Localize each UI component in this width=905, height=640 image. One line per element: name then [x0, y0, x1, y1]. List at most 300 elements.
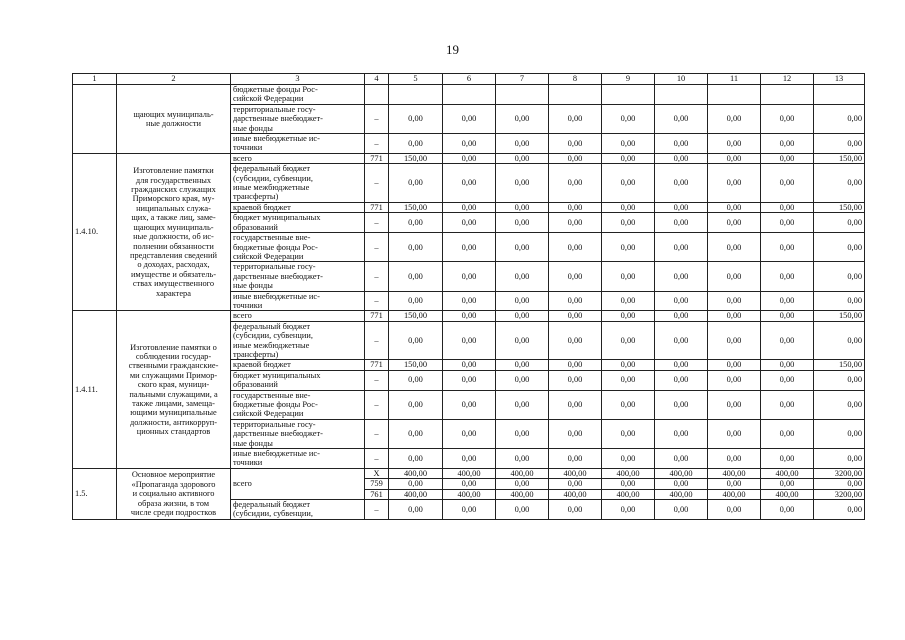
value-cell [602, 85, 655, 105]
budget-code: – [365, 291, 389, 311]
value-cell: 0,00 [708, 202, 761, 212]
text-line: всего [233, 311, 252, 321]
text-line: также лицами, замеща- [132, 399, 215, 408]
text-line: числе среди подростков [130, 507, 217, 517]
value-cell: 0,00 [814, 321, 865, 360]
value-cell: 0,00 [389, 262, 443, 291]
budget-code: – [365, 262, 389, 291]
value-cell: 0,00 [814, 213, 865, 233]
value-cell: 0,00 [655, 321, 708, 360]
value-cell: 0,00 [761, 449, 814, 469]
value-cell: 0,00 [708, 360, 761, 370]
value-cell: 0,00 [549, 153, 602, 163]
value-cell: 0,00 [389, 213, 443, 233]
value-cell: 150,00 [389, 153, 443, 163]
value-cell: 0,00 [389, 479, 443, 489]
value-cell: 0,00 [549, 360, 602, 370]
value-cell: 0,00 [761, 390, 814, 419]
value-cell: 150,00 [814, 202, 865, 212]
funding-source [231, 202, 365, 212]
text-line: образований [233, 222, 278, 232]
value-cell: 0,00 [602, 164, 655, 203]
value-cell: 0,00 [708, 390, 761, 419]
value-cell: 150,00 [814, 153, 865, 163]
text-line: иные межбюджетные [233, 340, 310, 350]
value-cell: 0,00 [496, 370, 549, 390]
text-line: ми служащими Примор- [129, 370, 218, 380]
value-cell: 0,00 [761, 370, 814, 390]
column-number: 12 [761, 74, 814, 85]
value-cell: 0,00 [814, 134, 865, 154]
value-cell: 0,00 [761, 213, 814, 233]
text-line: для государственных [135, 175, 212, 185]
text-line: характера [156, 288, 191, 298]
value-cell: 0,00 [549, 321, 602, 360]
value-cell: 0,00 [708, 321, 761, 360]
measure-id: 1.4.11. [73, 311, 117, 469]
text-line: ского края, муници- [137, 380, 210, 390]
measure-description [117, 311, 231, 469]
value-cell: 0,00 [814, 370, 865, 390]
value-cell: 0,00 [443, 104, 496, 133]
value-cell: 0,00 [549, 213, 602, 233]
value-cell: 0,00 [761, 262, 814, 291]
value-cell: 0,00 [443, 390, 496, 419]
funding-source [231, 262, 365, 291]
value-cell: 0,00 [496, 153, 549, 163]
value-cell: 0,00 [549, 164, 602, 203]
column-number: 2 [117, 74, 231, 85]
text-line: Изготовление памятки [133, 166, 214, 176]
value-cell: 0,00 [655, 449, 708, 469]
text-line: Изготовление памятки о [130, 342, 217, 352]
value-cell: 150,00 [389, 202, 443, 212]
text-line: бюджетные фонды Рос- [233, 400, 318, 409]
value-cell: 0,00 [761, 134, 814, 154]
value-cell: 0,00 [389, 419, 443, 448]
value-cell: 0,00 [443, 479, 496, 489]
budget-code [365, 85, 389, 105]
value-cell: 0,00 [549, 500, 602, 520]
text-line: краевой бюджет [233, 360, 291, 370]
value-cell: 0,00 [389, 104, 443, 133]
header-row [73, 74, 865, 85]
value-cell: 0,00 [814, 104, 865, 133]
funding-source [231, 419, 365, 448]
value-cell: 0,00 [496, 291, 549, 311]
text-line: сийской Федерации [233, 251, 304, 261]
table-row [73, 85, 865, 105]
value-cell: 3200,00 [814, 468, 865, 478]
value-cell: 0,00 [761, 104, 814, 133]
value-cell: 0,00 [761, 202, 814, 212]
budget-code: – [365, 419, 389, 448]
budget-code: – [365, 500, 389, 520]
value-cell: 0,00 [443, 419, 496, 448]
text-line: иные внебюджетные ис- [233, 291, 320, 301]
value-cell: 0,00 [602, 104, 655, 133]
budget-code: 771 [365, 360, 389, 370]
text-line: соблюдении государ- [135, 351, 212, 361]
funding-source [231, 311, 365, 321]
funding-source [231, 500, 365, 520]
column-number: 11 [708, 74, 761, 85]
value-cell: 0,00 [549, 233, 602, 262]
funding-source [231, 85, 365, 105]
text-line: бюджетные фонды Рос- [233, 242, 318, 252]
text-line: образований [233, 380, 278, 390]
text-line: имуществе и обязатель- [130, 269, 217, 279]
measure-id: 1.5. [73, 468, 117, 519]
value-cell: 0,00 [389, 449, 443, 469]
value-cell [655, 85, 708, 105]
value-cell: 0,00 [549, 134, 602, 154]
value-cell: 0,00 [389, 321, 443, 360]
value-cell: 0,00 [761, 419, 814, 448]
measure-description [117, 153, 231, 311]
text-line: «Пропаганда здорового [131, 479, 216, 489]
budget-code: 759 [365, 479, 389, 489]
table-row [73, 311, 865, 321]
value-cell: 0,00 [814, 479, 865, 489]
value-cell: 0,00 [389, 370, 443, 390]
value-cell: 0,00 [761, 311, 814, 321]
text-line: Приморского края, му- [132, 194, 215, 204]
text-line: федеральный бюджет [233, 500, 311, 510]
value-cell: 0,00 [655, 202, 708, 212]
text-line: ствах имущественного [132, 279, 215, 289]
text-line: и социально активного [132, 489, 215, 499]
value-cell: 0,00 [549, 370, 602, 390]
value-cell: 0,00 [443, 500, 496, 520]
value-cell: 0,00 [708, 419, 761, 448]
column-number: 8 [549, 74, 602, 85]
value-cell: 0,00 [549, 311, 602, 321]
text-line: точники [233, 458, 263, 468]
column-number: 1 [73, 74, 117, 85]
budget-code: – [365, 390, 389, 419]
text-line: точники [233, 300, 263, 310]
budget-code: – [365, 233, 389, 262]
value-cell: 0,00 [708, 311, 761, 321]
value-cell: 0,00 [602, 479, 655, 489]
value-cell: 0,00 [443, 134, 496, 154]
value-cell: 0,00 [655, 360, 708, 370]
value-cell [443, 85, 496, 105]
text-line: (субсидии, субвенции, [233, 173, 313, 183]
value-cell: 0,00 [602, 202, 655, 212]
value-cell: 400,00 [602, 489, 655, 499]
value-cell: 0,00 [549, 449, 602, 469]
text-line: ственными гражданские- [128, 361, 219, 371]
text-line: (субсидии, субвенции, [233, 331, 313, 341]
text-line: иные внебюджетные ис- [233, 449, 320, 459]
value-cell: 0,00 [602, 213, 655, 233]
measure-description [117, 85, 231, 154]
value-cell [496, 85, 549, 105]
value-cell: 0,00 [496, 390, 549, 419]
value-cell: 0,00 [389, 291, 443, 311]
text-line: щающих муниципаль- [133, 222, 214, 232]
value-cell: 0,00 [655, 134, 708, 154]
value-cell: 0,00 [655, 419, 708, 448]
value-cell: 0,00 [655, 104, 708, 133]
text-line: Основное мероприятие [131, 470, 216, 480]
value-cell: 400,00 [761, 489, 814, 499]
text-line: пальными служащими, а [129, 389, 218, 399]
value-cell: 400,00 [655, 468, 708, 478]
value-cell: 0,00 [496, 164, 549, 203]
funding-source [231, 153, 365, 163]
value-cell: 0,00 [602, 360, 655, 370]
value-cell: 0,00 [496, 202, 549, 212]
value-cell: 0,00 [814, 291, 865, 311]
text-line: образа жизни, в том [137, 498, 210, 508]
value-cell: 0,00 [389, 233, 443, 262]
value-cell: 400,00 [602, 468, 655, 478]
column-number: 9 [602, 74, 655, 85]
value-cell: 0,00 [389, 500, 443, 520]
text-line: должности, антикорруп- [129, 417, 218, 427]
value-cell: 0,00 [602, 500, 655, 520]
value-cell: 400,00 [496, 468, 549, 478]
text-line: государственные вне- [233, 233, 311, 243]
value-cell: 0,00 [443, 153, 496, 163]
value-cell: 400,00 [549, 489, 602, 499]
value-cell: 0,00 [602, 262, 655, 291]
value-cell: 0,00 [602, 233, 655, 262]
value-cell: 400,00 [443, 489, 496, 499]
funding-source [231, 104, 365, 133]
text-line: бюджетные фонды Рос- [233, 85, 318, 94]
value-cell: 0,00 [602, 134, 655, 154]
value-cell: 150,00 [389, 311, 443, 321]
value-cell: 0,00 [761, 164, 814, 203]
value-cell: 0,00 [814, 233, 865, 262]
value-cell: 0,00 [761, 500, 814, 520]
value-cell: 0,00 [602, 153, 655, 163]
funding-source [231, 449, 365, 469]
value-cell: 0,00 [655, 262, 708, 291]
value-cell: 0,00 [443, 321, 496, 360]
value-cell: 0,00 [655, 233, 708, 262]
value-cell: 400,00 [761, 468, 814, 478]
value-cell: 0,00 [708, 153, 761, 163]
text-line: щающих муниципаль- [133, 109, 214, 119]
value-cell: 0,00 [602, 419, 655, 448]
text-line: щих, а также лиц, заме- [131, 213, 216, 223]
text-line: ционных стандартов [136, 427, 211, 437]
value-cell: 0,00 [549, 291, 602, 311]
value-cell: 150,00 [814, 311, 865, 321]
value-cell: 0,00 [708, 500, 761, 520]
text-line: иные межбюджетные [233, 183, 310, 193]
text-line: представления сведений [129, 250, 218, 260]
text-line: ниципальных служа- [136, 203, 211, 213]
value-cell: 0,00 [549, 104, 602, 133]
table-row [73, 468, 865, 478]
value-cell: 0,00 [655, 390, 708, 419]
measure-id: 1.4.10. [73, 153, 117, 311]
value-cell: 0,00 [602, 321, 655, 360]
value-cell: 400,00 [389, 468, 443, 478]
budget-code: 771 [365, 153, 389, 163]
text-line: о доходах, расходах, [137, 260, 210, 270]
funding-source [231, 370, 365, 390]
text-line: краевой бюджет [233, 202, 291, 212]
value-cell: 0,00 [496, 449, 549, 469]
value-cell: 0,00 [549, 202, 602, 212]
column-number: 3 [231, 74, 365, 85]
text-line: трансферты) [233, 192, 279, 202]
value-cell: 0,00 [761, 360, 814, 370]
funding-source [231, 134, 365, 154]
value-cell: 0,00 [814, 449, 865, 469]
value-cell: 0,00 [602, 390, 655, 419]
funding-source [231, 164, 365, 203]
column-number: 6 [443, 74, 496, 85]
text-line: дарственные внебюджет- [233, 114, 323, 124]
text-line: ные фонды [233, 438, 273, 448]
value-cell: 0,00 [655, 370, 708, 390]
text-line: ющими муниципальные [130, 408, 217, 418]
funding-source: всего [231, 468, 365, 499]
value-cell: 0,00 [443, 233, 496, 262]
value-cell: 0,00 [443, 311, 496, 321]
value-cell: 0,00 [602, 291, 655, 311]
column-number: 10 [655, 74, 708, 85]
value-cell: 0,00 [496, 233, 549, 262]
value-cell: 0,00 [708, 370, 761, 390]
value-cell [389, 85, 443, 105]
text-line: ные должности [146, 118, 201, 128]
budget-table [72, 73, 865, 520]
funding-source [231, 390, 365, 419]
table-row [73, 153, 865, 163]
text-line: дарственные внебюджет- [233, 271, 323, 281]
text-line: бюджет муниципальных [233, 213, 321, 223]
value-cell: 0,00 [496, 419, 549, 448]
value-cell: 0,00 [761, 233, 814, 262]
budget-code: – [365, 213, 389, 233]
value-cell: 0,00 [708, 233, 761, 262]
budget-code: – [365, 449, 389, 469]
text-line: всего [233, 153, 252, 163]
funding-source [231, 233, 365, 262]
value-cell: 0,00 [549, 390, 602, 419]
text-line: государственные вне- [233, 390, 311, 400]
text-line: трансферты) [233, 349, 279, 359]
value-cell: 0,00 [708, 104, 761, 133]
value-cell: 0,00 [708, 262, 761, 291]
value-cell: 0,00 [708, 291, 761, 311]
value-cell: 0,00 [814, 500, 865, 520]
value-cell: 0,00 [708, 213, 761, 233]
value-cell: 0,00 [389, 390, 443, 419]
text-line: бюджет муниципальных [233, 370, 321, 380]
value-cell: 0,00 [814, 262, 865, 291]
value-cell: 0,00 [443, 262, 496, 291]
value-cell: 0,00 [655, 500, 708, 520]
value-cell: 400,00 [708, 489, 761, 499]
value-cell: 0,00 [443, 360, 496, 370]
value-cell: 0,00 [761, 321, 814, 360]
value-cell: 0,00 [761, 153, 814, 163]
text-line: иные внебюджетные ис- [233, 134, 320, 144]
value-cell: 0,00 [708, 479, 761, 489]
value-cell: 400,00 [443, 468, 496, 478]
budget-code: – [365, 104, 389, 133]
text-line: (субсидии, субвенции, [233, 509, 313, 519]
budget-code: 771 [365, 202, 389, 212]
value-cell: 0,00 [602, 449, 655, 469]
value-cell: 0,00 [389, 134, 443, 154]
text-line: сийской Федерации [233, 409, 304, 419]
value-cell [814, 85, 865, 105]
text-line: территориальные госу- [233, 104, 316, 114]
value-cell [708, 85, 761, 105]
value-cell: 150,00 [389, 360, 443, 370]
column-number: 7 [496, 74, 549, 85]
value-cell [761, 85, 814, 105]
value-cell: 400,00 [389, 489, 443, 499]
budget-code: – [365, 370, 389, 390]
value-cell: 0,00 [496, 500, 549, 520]
text-line: гражданских служащих [131, 185, 216, 195]
funding-source [231, 360, 365, 370]
text-line: дарственные внебюджет- [233, 429, 323, 439]
value-cell: 0,00 [549, 479, 602, 489]
value-cell: 0,00 [389, 164, 443, 203]
value-cell: 0,00 [496, 321, 549, 360]
value-cell: 0,00 [443, 202, 496, 212]
value-cell: 0,00 [496, 262, 549, 291]
value-cell: 400,00 [708, 468, 761, 478]
value-cell: 0,00 [549, 262, 602, 291]
value-cell: 0,00 [549, 419, 602, 448]
value-cell: 0,00 [655, 291, 708, 311]
text-line: ные должности, об ис- [133, 232, 214, 242]
funding-source [231, 291, 365, 311]
column-number: 4 [365, 74, 389, 85]
budget-code: 761 [365, 489, 389, 499]
value-cell: 400,00 [496, 489, 549, 499]
value-cell: 0,00 [814, 419, 865, 448]
page-number: 19 [446, 42, 459, 57]
funding-source [231, 321, 365, 360]
measure-description [117, 468, 231, 519]
value-cell: 0,00 [708, 134, 761, 154]
value-cell: 0,00 [443, 370, 496, 390]
value-cell: 3200,00 [814, 489, 865, 499]
value-cell: 0,00 [655, 311, 708, 321]
value-cell [549, 85, 602, 105]
value-cell: 0,00 [655, 479, 708, 489]
value-cell: 0,00 [496, 104, 549, 133]
value-cell: 150,00 [814, 360, 865, 370]
value-cell: 0,00 [496, 360, 549, 370]
budget-code: – [365, 164, 389, 203]
text-line: территориальные госу- [233, 419, 316, 429]
value-cell: 0,00 [602, 370, 655, 390]
text-line: точники [233, 143, 263, 153]
value-cell: 0,00 [708, 164, 761, 203]
budget-code: – [365, 134, 389, 154]
funding-source [231, 213, 365, 233]
value-cell: 400,00 [549, 468, 602, 478]
value-cell: 0,00 [655, 213, 708, 233]
budget-code: – [365, 321, 389, 360]
